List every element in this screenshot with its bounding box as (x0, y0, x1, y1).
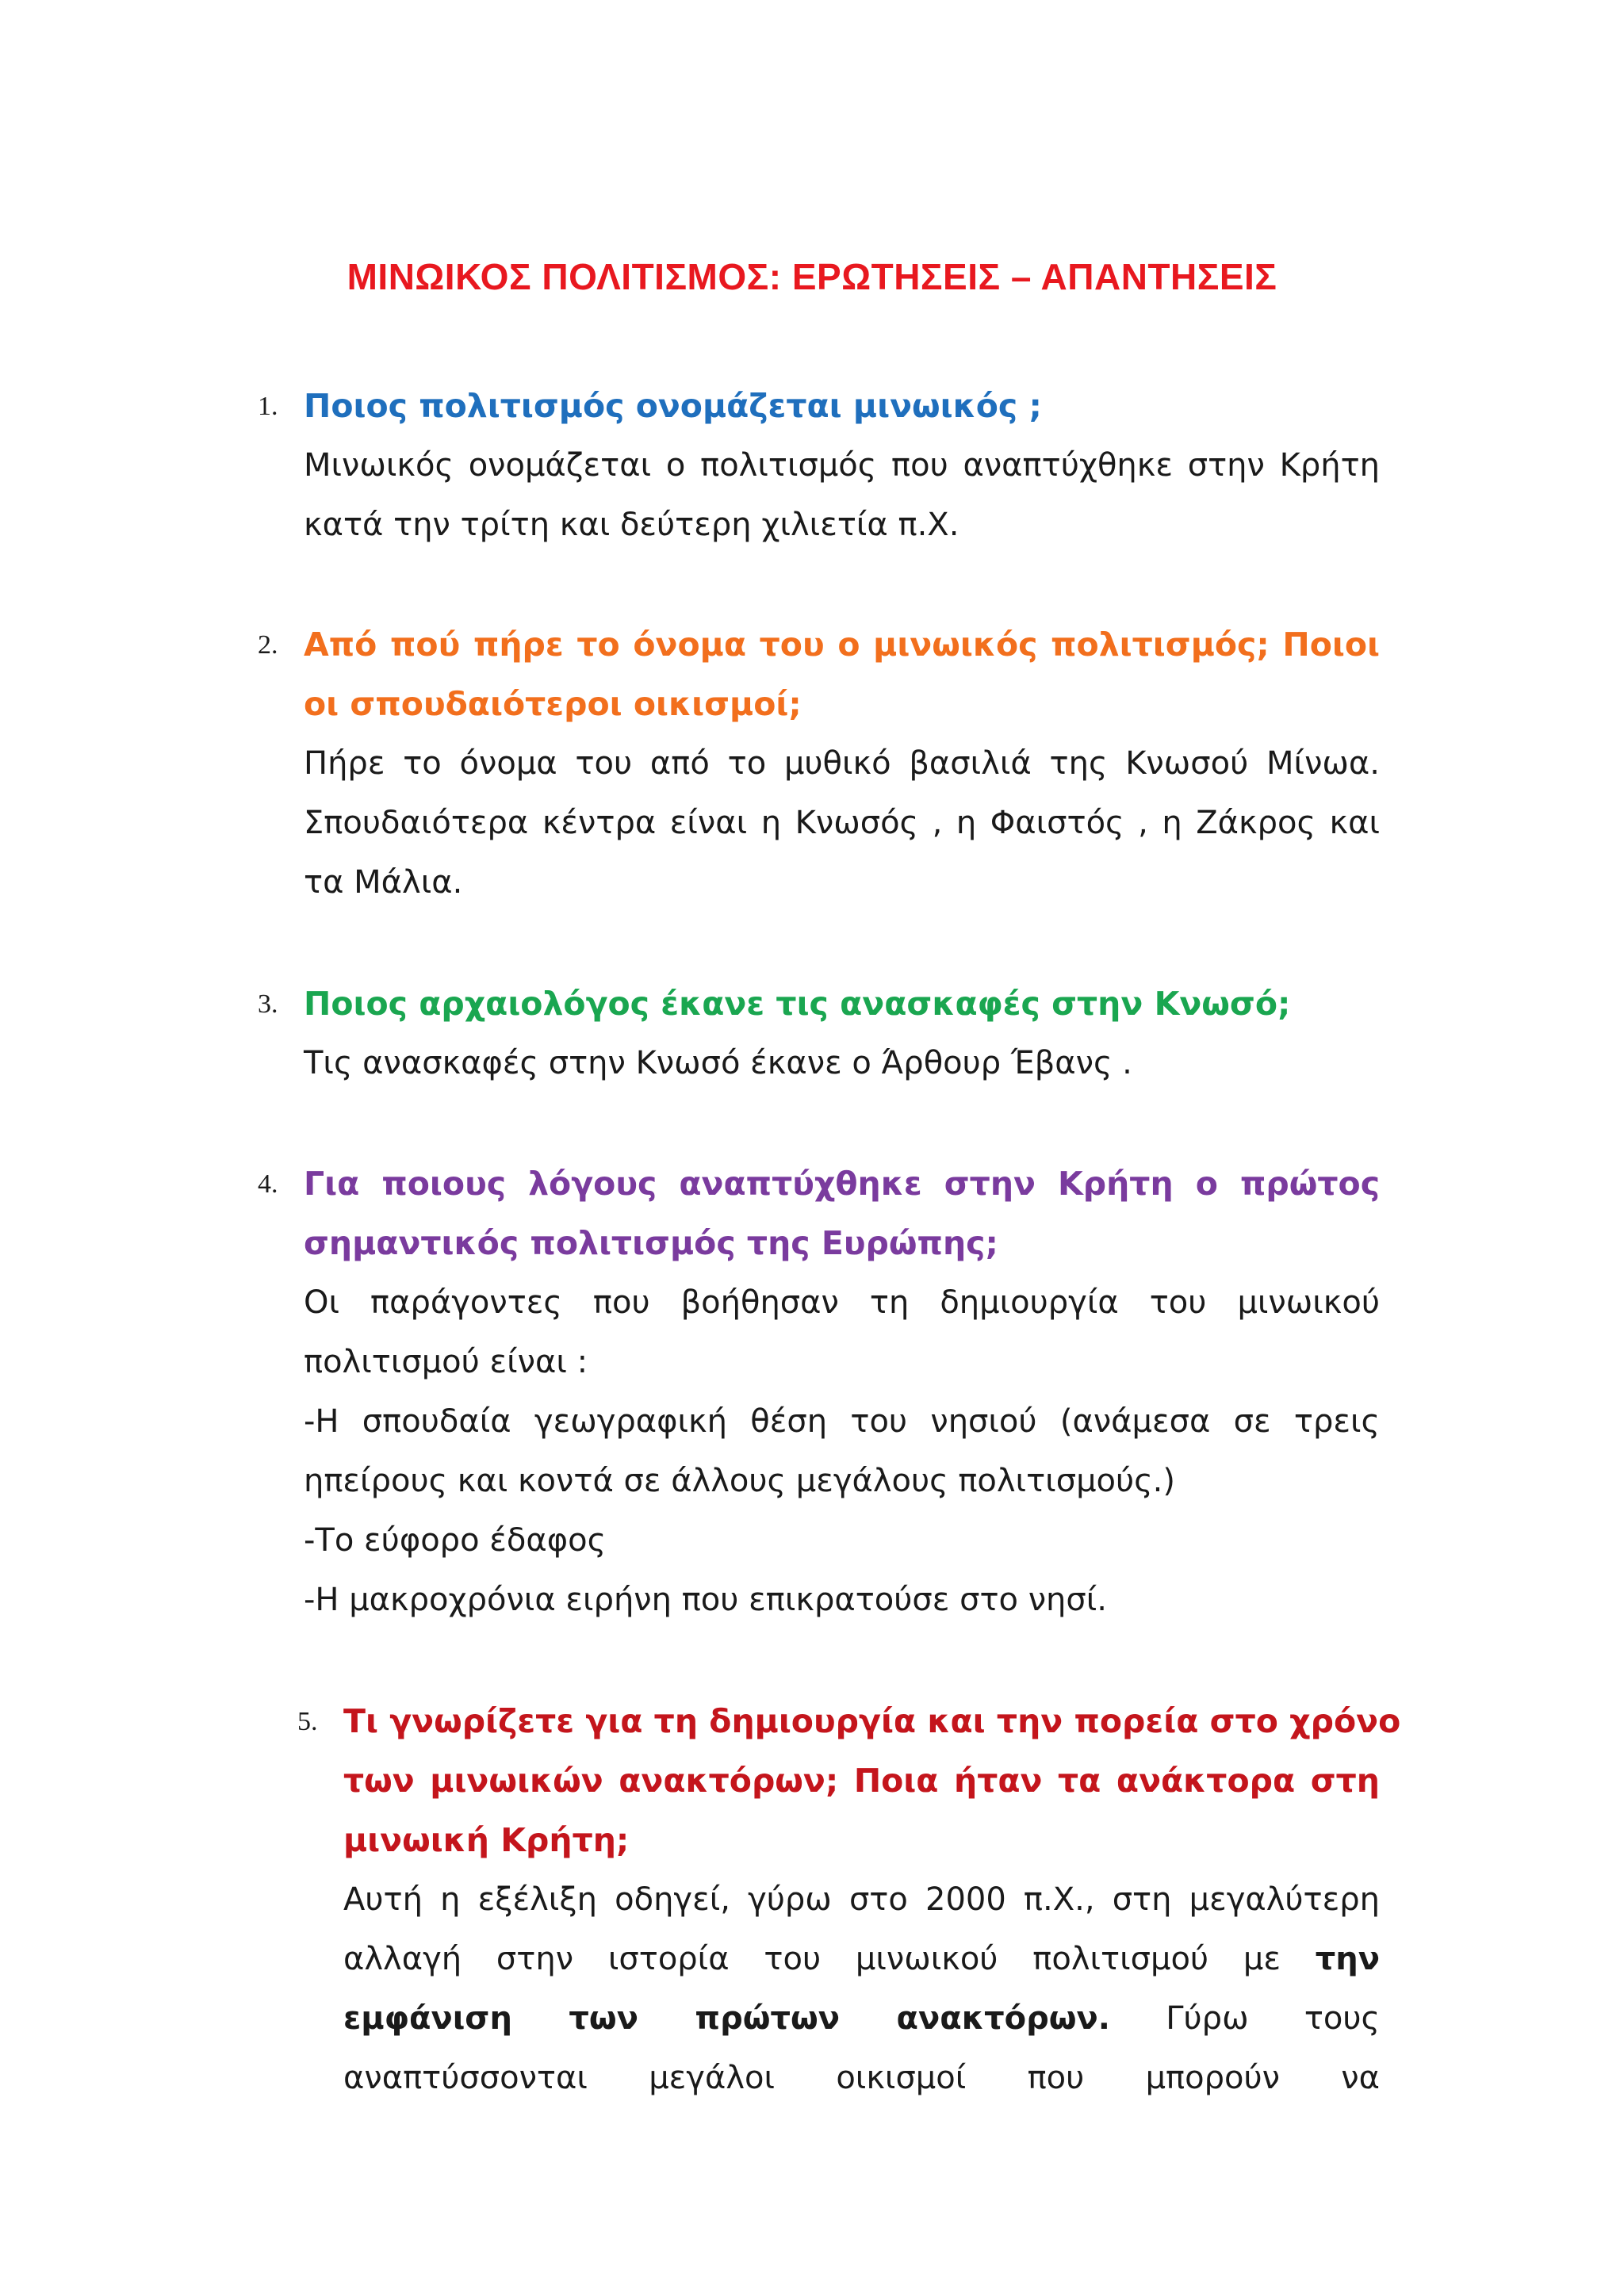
qa-item-3 (304, 974, 1380, 1093)
item-number: 3. (258, 989, 278, 1019)
question-line: Ποιος πολιτισμός ονομάζεται μινωικός ; (304, 387, 1042, 425)
answer-line: αναπτύσσονται μεγάλοι οικισμοί που μπορούν να (343, 2060, 1380, 2096)
qa-item-1 (304, 377, 1380, 555)
answer-line: -Η σπουδαία γεωγραφική θέση του νησιού (ανάμεσα σε τρεις (304, 1403, 1380, 1440)
item-number: 5. (297, 1707, 318, 1736)
answer-text: αλλαγή στην ιστορία του μινωικού πολιτισμού με (343, 1941, 1281, 1977)
answer-line: Μινωικός ονομάζεται ο πολιτισμός που αναπτύχθηκε στην Κρήτη (304, 447, 1380, 484)
answer-line (343, 1930, 1380, 1989)
answer-line: Σπουδαιότερα κέντρα είναι η Κνωσός , η Φαιστός , η Ζάκρος και (304, 805, 1380, 841)
qa-item-2 (304, 615, 1380, 913)
answer-bold-text: την (1315, 1941, 1380, 1977)
answer-line: κατά την τρίτη και δεύτερη χιλιετία π.Χ. (304, 507, 959, 543)
question-line: Για ποιους λόγους αναπτύχθηκε στην Κρήτη ο πρώτος (304, 1165, 1380, 1203)
qa-item-5 (343, 1692, 1401, 2108)
question-line: Από πού πήρε το όνομα του ο μινωικός πολιτισμός; Ποιοι (304, 626, 1380, 664)
item-number: 4. (258, 1169, 278, 1199)
question-line: των μινωικών ανακτόρων; Ποια ήταν τα ανάκτορα στη (343, 1762, 1380, 1800)
answer-line: Οι παράγοντες που βοήθησαν τη δημιουργία του μινωικού (304, 1284, 1380, 1321)
question-line: σημαντικός πολιτισμός της Ευρώπης; (304, 1224, 998, 1262)
answer-line: -Το εύφορο έδαφος (304, 1522, 607, 1559)
answer-line: τα Μάλια. (304, 864, 463, 901)
answer-line: Πήρε το όνομα του από το μυθικό βασιλιά της Κνωσού Μίνωα. (304, 745, 1380, 782)
qa-item-4 (304, 1154, 1380, 1630)
answer-line: Αυτή η εξέλιξη οδηγεί, γύρω στο 2000 π.Χ., στη μεγαλύτερη (343, 1881, 1380, 1918)
item-number: 1. (258, 392, 278, 421)
item-number: 2. (258, 630, 278, 660)
answer-line: -Η μακροχρόνια ειρήνη που επικρατούσε στο νησί. (304, 1582, 1108, 1618)
answer-bold-text: εμφάνιση των πρώτων ανακτόρων. (343, 2000, 1110, 2037)
document-title: ΜΙΝΩΙΚΟΣ ΠΟΛΙΤΙΣΜΟΣ: ΕΡΩΤΗΣΕΙΣ – ΑΠΑΝΤΗΣΕΙΣ (347, 256, 1277, 297)
question-line: οι σπουδαιότεροι οικισμοί; (304, 685, 802, 723)
question-line: μινωική Κρήτη; (343, 1821, 630, 1859)
question-line: Ποιος αρχαιολόγος έκανε τις ανασκαφές στην Κνωσό; (304, 985, 1291, 1023)
answer-line: Τις ανασκαφές στην Κνωσό έκανε ο Άρθουρ Έβανς . (304, 1045, 1132, 1081)
answer-line: πολιτισμού είναι : (304, 1344, 588, 1380)
answer-line: ηπείρους και κοντά σε άλλους μεγάλους πολιτισμούς.) (304, 1463, 1175, 1499)
answer-text: Γύρω τους (1166, 2000, 1381, 2037)
answer-line (343, 1989, 1380, 2049)
question-line: Τι γνωρίζετε για τη δημιουργία και την πορεία στο χρόνο (343, 1702, 1401, 1740)
